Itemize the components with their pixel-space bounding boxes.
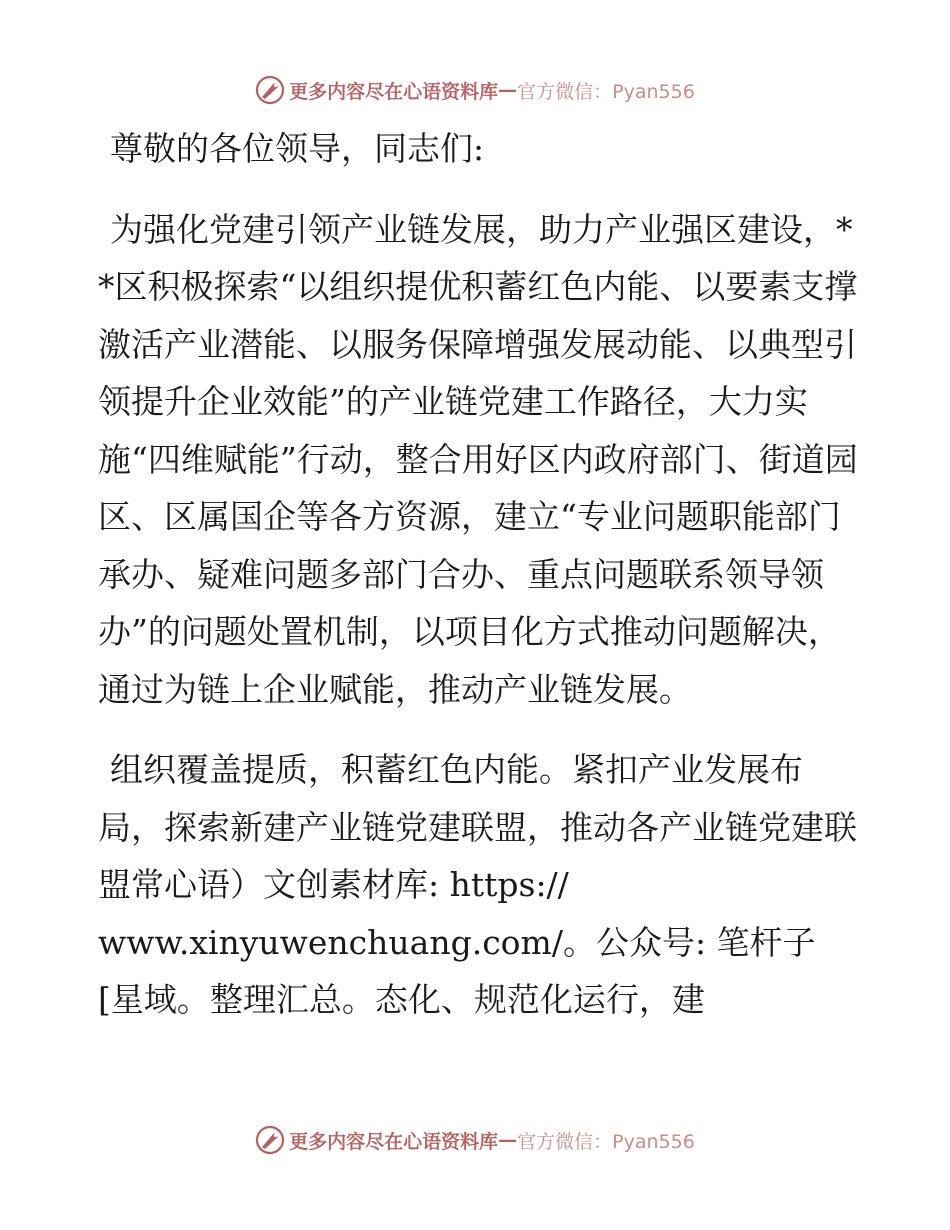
paragraph-2-text-b: 。公众号: 笔杆子[星域。整理汇总。态化、规范化运行，建 — [98, 922, 816, 1019]
pen-nib-logo-icon — [255, 75, 285, 105]
paragraph-1-text: 为强化党建引领产业链发展，助力产业强区建设，**区积极探索“以组织提优积蓄红色内能、以要素支撑激活产业潜能、以服务保障增强发展动能、以典型引领提升企业效能”的产业链党建工作路径，大力实施“四维赋能”行动，整合用好区内政府部门、街道园区、区属国企等各方资源，建立“专业问题职能部门承办、疑难问题多部门合办、重点问题联系领导领办”的问题处置机制，以项目化方式推动问题解决，通过为链上企业赋能，推动产业链发展。 — [98, 209, 858, 709]
paragraph-2 — [98, 741, 858, 1029]
banner-wechat: 官方微信：Pyan556 — [517, 80, 695, 103]
banner-slogan: 更多内容尽在心语资料库 — [289, 80, 499, 103]
pen-nib-logo-icon — [255, 1125, 285, 1155]
banner-slogan: 更多内容尽在心语资料库 — [289, 1130, 499, 1153]
greeting — [98, 120, 858, 178]
paragraph-1 — [98, 201, 858, 719]
banner-wechat: 官方微信：Pyan556 — [517, 1130, 695, 1153]
banner-dash: — — [498, 79, 518, 101]
greeting-text: 尊敬的各位领导，同志们: — [110, 129, 485, 168]
paragraph-2-text-a: 组织覆盖提质，积蓄红色内能。紧扣产业发展布局，探索新建产业链党建联盟，推动各产业链党建联盟常心语）文创素材库: https:// — [98, 750, 857, 904]
document-body — [98, 120, 858, 1029]
paragraph-2-url: www.xinyuwenchuang.com/ — [98, 922, 563, 962]
header-banner — [0, 70, 950, 110]
footer-banner — [0, 1120, 950, 1160]
banner-dash: — — [498, 1129, 518, 1151]
